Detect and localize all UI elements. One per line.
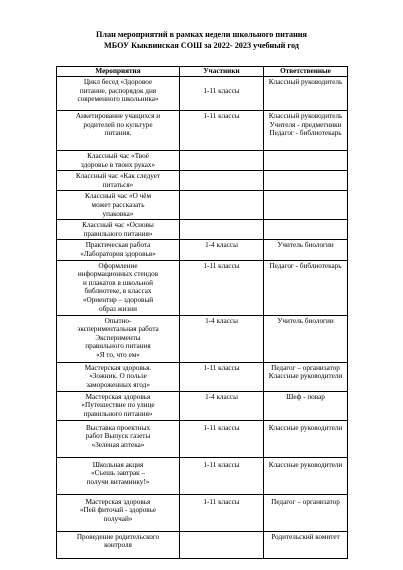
cell-text-line: «Пей фиточай - здоровье: [79, 506, 157, 515]
cell-responsible: [264, 220, 348, 240]
cell-text-line: получай»: [103, 514, 133, 523]
cell-text-line: Шеф - повар: [286, 392, 325, 401]
cell-text-line: Опытно-: [104, 316, 132, 325]
cell-text-line: получи витаминку!»: [86, 477, 150, 486]
cell-text-line: упаковка»: [102, 209, 134, 218]
cell-text-line: Классный час «О чём: [85, 192, 151, 201]
cell-text-line: Эксперименты: [95, 333, 141, 342]
cell-text-line: Педагог - библиотекарь: [269, 261, 342, 270]
cell-event: [57, 220, 180, 240]
cell-participants: [180, 494, 264, 531]
cell-text-line: 1-11 классы: [203, 261, 240, 270]
cell-text-line: 1-4 классы: [205, 316, 238, 325]
table-row: [57, 191, 348, 220]
cell-text-line: информационных стендов: [77, 270, 159, 279]
cell-text-line: правильного питания»: [83, 409, 153, 418]
cell-text-line: здоровье в твоих руках»: [80, 160, 156, 169]
table-row: [57, 151, 348, 171]
cell-text-line: экспериментальная работа: [77, 325, 159, 334]
cell-text-line: родителей по культуре: [83, 120, 153, 129]
events-table: [56, 66, 348, 559]
title-line-2: МБОУ Кыквинская СОШ за 2022- 2023 учебный год: [104, 40, 299, 50]
cell-responsible: [264, 362, 348, 391]
cell-text-line: Мастерская здоровья.: [84, 363, 152, 372]
cell-text-line: современного школьника»: [77, 95, 159, 104]
cell-responsible: [264, 260, 348, 315]
cell-text-line: Классный час «Как следует: [75, 172, 161, 181]
cell-responsible: [264, 77, 348, 111]
cell-text-line: образ жизни: [98, 304, 137, 313]
cell-event: [57, 191, 180, 220]
cell-text-line: Педагог – организатор: [271, 363, 340, 372]
cell-text-line: Классный час «Основы: [82, 221, 154, 230]
cell-event: [57, 457, 180, 494]
cell-event: [57, 77, 180, 111]
cell-event: [57, 260, 180, 315]
table-row: [57, 111, 348, 151]
cell-text-line: «Я то, что ем»: [96, 350, 140, 359]
cell-text-line: «Зеленая аптека»: [91, 440, 145, 449]
cell-responsible: [264, 111, 348, 151]
cell-participants: [180, 362, 264, 391]
cell-text-line: «Ориентир – здоровый: [82, 295, 154, 304]
cell-responsible: [264, 391, 348, 420]
cell-event: [57, 420, 180, 457]
cell-text-line: замороженных ягод»: [86, 380, 150, 389]
cell-text-line: «Лаборатория здоровья»: [80, 249, 156, 258]
cell-event: [57, 240, 180, 260]
header-events: Мероприятия: [57, 67, 180, 77]
cell-participants: [180, 420, 264, 457]
cell-text-line: 1-11 классы: [203, 363, 240, 372]
cell-responsible: [264, 457, 348, 494]
cell-text-line: Оформление: [98, 261, 138, 270]
title-line-1: План мероприятий в рамках недели школьного питания: [96, 30, 307, 39]
cell-event: [57, 171, 180, 191]
cell-text-line: 1-11 классы: [203, 86, 240, 95]
document-title: [0, 30, 403, 51]
cell-participants: [180, 315, 264, 362]
cell-text-line: 1-11 классы: [203, 460, 240, 469]
cell-text-line: Учитель биологии: [277, 316, 334, 325]
cell-text-line: Проведение родительского: [76, 532, 160, 541]
cell-event: [57, 111, 180, 151]
table-row: [57, 260, 348, 315]
cell-text-line: Классные руководители: [268, 423, 343, 432]
table-row: [57, 420, 348, 457]
cell-text-line: библиотеке, в классах: [84, 287, 152, 296]
cell-text-line: Практическая работа: [85, 241, 151, 250]
cell-text-line: Классные руководители: [268, 460, 343, 469]
cell-event: [57, 151, 180, 171]
header-participants: Участники: [180, 67, 264, 77]
cell-text-line: Анкетирование учащихся и: [75, 112, 161, 120]
cell-participants: [180, 171, 264, 191]
cell-text-line: «Путешествие по улице: [81, 401, 155, 410]
cell-participants: [180, 240, 264, 260]
cell-text-line: 1-11 классы: [203, 497, 240, 506]
cell-event: [57, 531, 180, 558]
table-row: [57, 171, 348, 191]
cell-text-line: «Съешь завтрак –: [90, 469, 146, 478]
cell-responsible: [264, 315, 348, 362]
cell-text-line: правильного питания»: [83, 229, 153, 238]
cell-text-line: Педагог - библиотекарь: [269, 129, 342, 138]
cell-participants: [180, 260, 264, 315]
cell-responsible: [264, 191, 348, 220]
table-row: [57, 220, 348, 240]
table-row: [57, 315, 348, 362]
cell-text-line: 1-4 классы: [205, 392, 238, 401]
table-row: [57, 494, 348, 531]
cell-event: [57, 315, 180, 362]
cell-event: [57, 362, 180, 391]
cell-responsible: [264, 494, 348, 531]
cell-text-line: [182, 78, 261, 87]
cell-text-line: Школьная акция: [92, 460, 144, 469]
cell-text-line: и плакатов в школьной: [83, 278, 153, 287]
table-row: [57, 391, 348, 420]
cell-participants: [180, 391, 264, 420]
cell-text-line: Выставка проектных: [85, 423, 151, 432]
cell-responsible: [264, 531, 348, 558]
cell-text-line: питание, распорядок дня: [79, 86, 157, 95]
table-row: [57, 531, 348, 558]
cell-text-line: 1-11 классы: [203, 423, 240, 432]
cell-text-line: Мастерская здоровья: [85, 497, 151, 506]
cell-text-line: работ Выпуск газеты: [85, 432, 151, 441]
cell-text-line: правильного питания: [85, 342, 151, 351]
table-row: [57, 362, 348, 391]
cell-text-line: Родительский комитет: [271, 532, 340, 541]
table-row: [57, 457, 348, 494]
cell-text-line: 1-11 классы: [203, 112, 240, 120]
cell-text-line: может рассказать: [91, 200, 145, 209]
cell-event: [57, 391, 180, 420]
header-responsible: Ответственные: [264, 67, 348, 77]
cell-responsible: [264, 420, 348, 457]
cell-responsible: [264, 171, 348, 191]
cell-text-line: Учителя - предметники: [269, 120, 342, 129]
cell-text-line: питаться»: [102, 180, 134, 189]
cell-text-line: Педагог – организатор: [271, 497, 340, 506]
table-header-row: [57, 67, 348, 77]
table-row: [57, 77, 348, 111]
cell-text-line: Цикл бесед «Здоровое: [83, 78, 153, 86]
cell-participants: [180, 191, 264, 220]
cell-participants: [180, 220, 264, 240]
cell-participants: [180, 111, 264, 151]
table-row: [57, 240, 348, 260]
cell-participants: [180, 151, 264, 171]
cell-text-line: «Зожник. О пользе: [89, 372, 147, 381]
cell-responsible: [264, 151, 348, 171]
cell-text-line: Классные руководители: [268, 372, 343, 381]
cell-text-line: Классный руководитель: [268, 112, 343, 120]
cell-text-line: Классный час «Твоё: [87, 152, 149, 160]
table-body: [57, 77, 348, 559]
cell-event: [57, 494, 180, 531]
cell-text-line: контроля: [104, 541, 132, 550]
cell-text-line: 1-4 классы: [205, 241, 238, 250]
cell-text-line: Учитель биологии: [277, 241, 334, 250]
cell-responsible: [264, 240, 348, 260]
cell-participants: [180, 77, 264, 111]
cell-participants: [180, 457, 264, 494]
cell-participants: [180, 531, 264, 558]
cell-text-line: Классный руководитель: [268, 78, 343, 86]
cell-text-line: питания.: [104, 129, 132, 138]
cell-text-line: Мастерская здоровья: [85, 392, 151, 401]
